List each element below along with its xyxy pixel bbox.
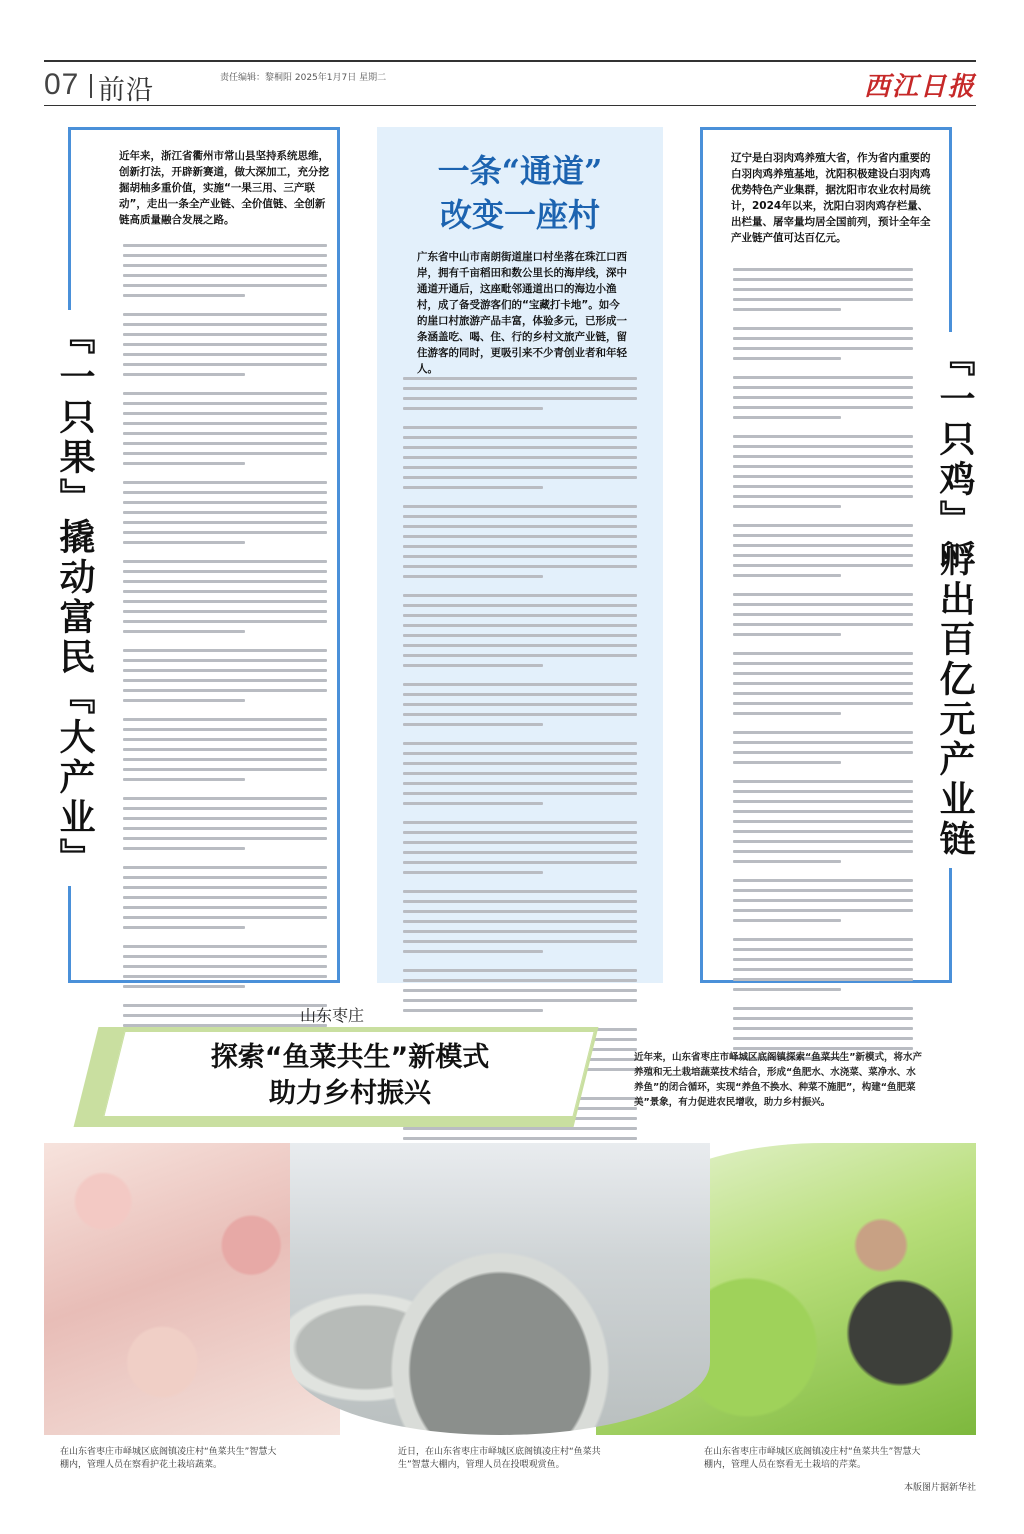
left-article-lead: 近年来，浙江省衢州市常山县坚持系统思维，创新打法，开辟新赛道，做大深加工，充分挖掘胡柚多重价值，实施“一果三用、三产联动”，走出一条全产业链、全价值链、全创新链高质量融合发展之路。: [119, 150, 329, 226]
feature-lead: 近年来，山东省枣庄市峄城区底阁镇探索“鱼菜共生”新模式，将水产养殖和无土栽培蔬菜技术结合，形成“鱼肥水、水浇菜、菜净水、水养鱼”的闭合循环，实现“养鱼不换水、种菜不施肥”，构建“鱼肥菜美”景象，有力促进农民增收，助力乡村振兴。: [634, 1052, 922, 1108]
middle-article-lead: 广东省中山市南朗街道崖口村坐落在珠江口西岸，拥有千亩稻田和数公里长的海岸线，深中通道开通后，这座毗邻通道出口的海边小渔村，成了备受游客们的“宝藏打卡地”。如今的崖口村旅游产品丰富，体验多元，已形成一条涵盖吃、喝、住、行的乡村文旅产业链，留住游客的同时，更吸引来不少青创业者和年轻人。: [417, 251, 627, 375]
editor-info: 责任编辑：黎桐阳 2025年1月7日 星期二: [220, 73, 387, 83]
page-header: [44, 66, 976, 106]
top-rule: [44, 60, 976, 62]
middle-title-line1: 一条“通道”: [437, 152, 603, 190]
page-number: 07: [44, 68, 80, 101]
feature-title-line2: 助力乡村振兴: [269, 1078, 431, 1109]
right-article: [700, 127, 952, 983]
left-article-title: 『一只果』撬动富民『大产业』: [50, 310, 101, 886]
middle-article-title: [377, 149, 663, 237]
caption-right: 在山东省枣庄市峄城区底阁镇凌庄村“鱼菜共生”智慧大棚内，管理人员在察看无土栽培的芹菜。: [704, 1447, 921, 1470]
feature-title: [120, 1040, 580, 1112]
header-divider: [90, 74, 92, 98]
photo-fish-tanks: [290, 1143, 710, 1435]
right-article-lead: 辽宁是白羽肉鸡养殖大省，作为省内重要的白羽肉鸡养殖基地，沈阳积极建设白羽肉鸡优势特色产业集群，据沈阳市农业农村局统计，2024年以来，沈阳白羽肉鸡存栏量、出栏量、屠宰量均居全国前列，预计全年全产业链产值可达百亿元。: [731, 152, 931, 244]
feature-title-line1: 探索“鱼菜共生”新模式: [210, 1042, 490, 1073]
right-article-body: [733, 268, 913, 1067]
caption-left: 在山东省枣庄市峄城区底阁镇凌庄村“鱼菜共生”智慧大棚内，管理人员在察看护花土栽培蔬菜。: [60, 1447, 277, 1470]
feature-location: 山东枣庄: [300, 1006, 365, 1025]
left-article-body: [123, 244, 327, 1123]
left-article: [68, 127, 340, 983]
middle-title-line2: 改变一座村: [439, 196, 600, 234]
newspaper-masthead: 西江日报: [863, 72, 976, 102]
section-name: 前沿: [98, 75, 154, 106]
caption-middle: 近日，在山东省枣庄市峄城区底阁镇凌庄村“鱼菜共生”智慧大棚内，管理人员在投喂观赏鱼。: [398, 1447, 601, 1470]
middle-article: [377, 127, 663, 983]
right-article-title: 『一只鸡』孵出百亿元产业链: [930, 332, 981, 868]
photo-credit: 本版图片据新华社: [903, 1483, 976, 1493]
